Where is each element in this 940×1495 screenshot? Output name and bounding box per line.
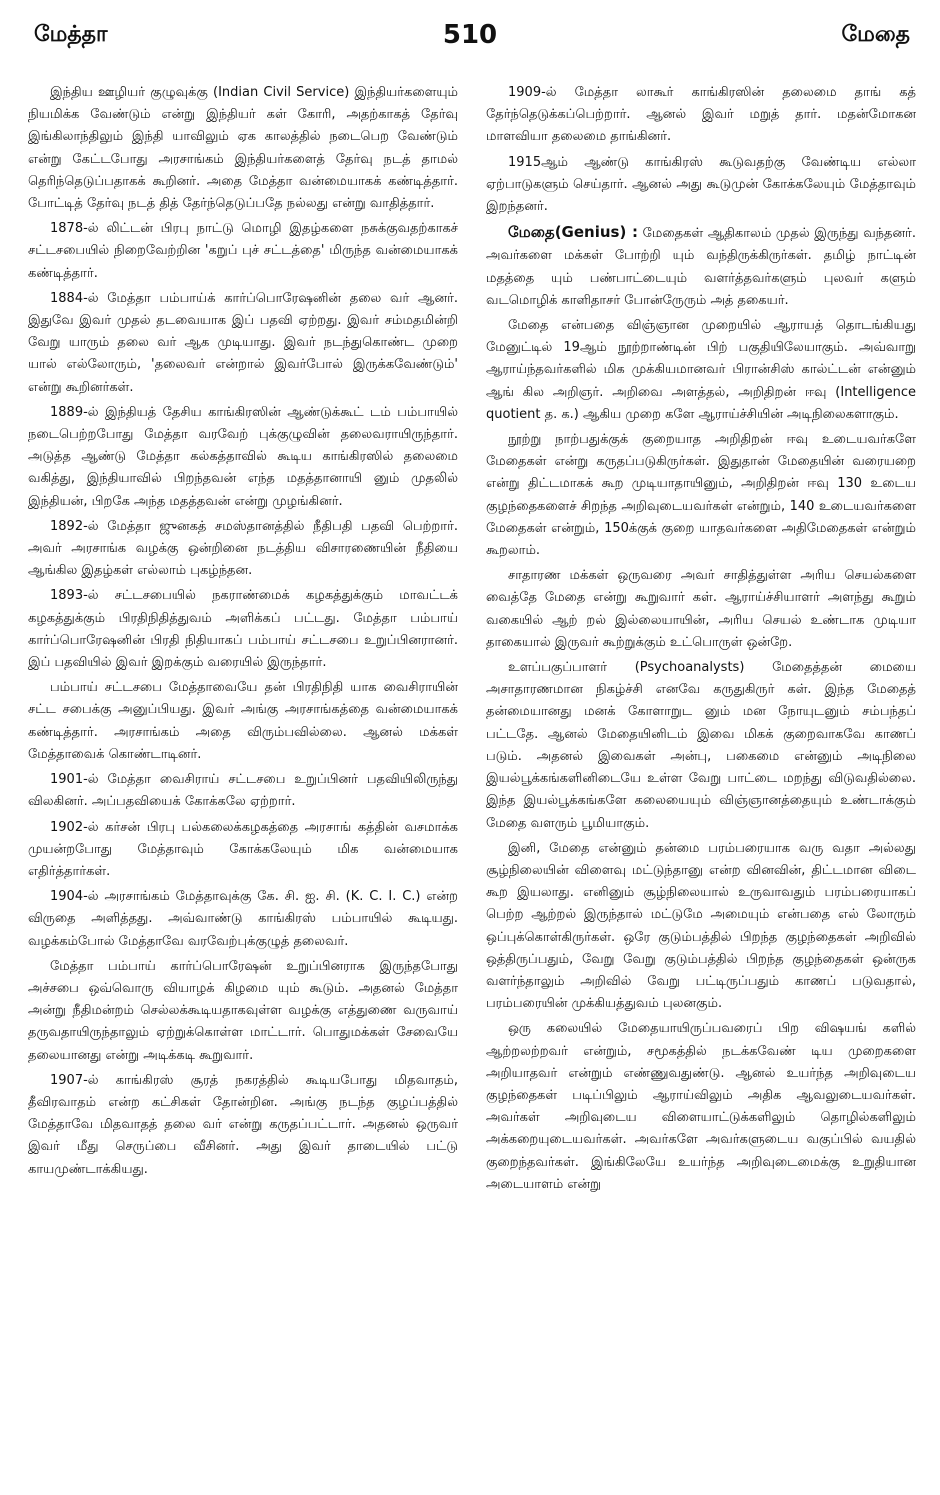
entry-text: மேதைகள் ஆதிகாலம் முதல் இருந்து வந்தனர். அவர்களை மக்கள் போற்றி யும் வந்திருக்கிருர்கள். தமிழ் நாட்டின் மதத்தை யும் பண்பாட்டையும் வளர்த்தவர்களும் புலவர் களும் வடமொழிக் காளிதாசர் போன்ருேரும் அத் தகையர். — [486, 226, 916, 308]
paragraph: இனி, மேதை என்னும் தன்மை பரம்பரையாக வரு வதா அல்லது சூழ்நிலையின் விளைவு மட்டுந்தானு என்ற வினவின், திட்டமான விடை கூற இயலாது. எனினும் சூழ்நிலையால் உருவாவதும் பரம்பரையாகப் பெற்ற ஆற்றல் இருந்தால் மட்டுமே அமையும் என்பதை எல் லோரும் ஒப்புக்கொள்கிருர்கள். ஒரே குடும்பத்தில் பிறந்த குழந்தைகள் அறிவில் ஒத்திருப்பதும், வேறு வேறு குடும்பத்தில் பிறந்த குழந்தைகள் ஒன்ருக வளர்ந்தாலும் அறிவில் வேறு பட்டிருப்பதும் காணப் படுவதால், பரம்பரையின் முக்கியத்துவம் புலனகும். — [486, 840, 916, 1012]
right-column — [486, 82, 916, 1482]
page-header — [0, 0, 940, 64]
paragraph: மேதை என்பதை விஞ்ஞான முறையில் ஆராயத் தொடங்கியது மேனுட்டில் 19ஆம் நூற்றாண்டின் பிற் பகுதியிலேயாகும். அவ்வாறு ஆராய்ந்தவர்களில் மிக முக்கியமானவர் பிரான்சிஸ் கால்ட்டன் என்னும் ஆங் கில அறிஞர். அறிவை அளத்தல், அறிதிறன் ஈவு (Intelligence quotient த. க.) ஆகிய முறை களே ஆராய்ச்சியின் அடிநிலைகளாகும். — [486, 318, 916, 422]
paragraph: பம்பாய் சட்டசபை மேத்தாவையே தன் பிரதிநிதி யாக வைசிராயின் சட்ட சபைக்கு அனுப்பியது. இவர் அங்கு அரசாங்கத்தை வன்மையாகக் கண்டித்தார். அரசாங்கம் அதை விரும்பவில்லை. ஆனல் மக்கள் மேத்தாவைக் கொண்டாடினர். — [28, 680, 458, 762]
paragraph: உளப்பகுப்பாளர் (Psychoanalysts) மேதைத்தன் மையை அசாதாரணமான நிகழ்ச்சி எனவே கருதுகிருர் கள். இந்த மேதைத் தன்மையானது மனக் கோளாறுட னும் மன நோயுடனும் சம்பந்தப் பட்டதே. ஆனல் மேதையினிடம் இவை மிகக் குறைவாகவே காணப் படும். அதனல் இவைகள் அன்பு, பகைமை என்னும் அடிநிலை இயல்பூக்கங்களினிடையே உள்ள வேறு பாட்டை மறந்து விடுவதில்லை. இந்த இயல்பூக்கங்களே கலையையும் விஞ்ஞானத்தையும் உண்டாக்கும் மேதை வளரும் பூமியாகும். — [486, 660, 916, 831]
paragraph: 1884-ல் மேத்தா பம்பாய்க் கார்ப்பொரேஷனின் தலை வர் ஆனர். இதுவே இவர் முதல் தடவையாக இப் பதவி ஏற்றது. இவர் சம்மதமின்றி வேறு யாரும் தலை வர் ஆக முடியாது. இவர் நடந்துகொண்ட முறை யால் எல்லோரும், 'தலைவர் என்றால் இவர்போல் இருக்கவேண்டும்' என்று கூறினர்கள். — [28, 290, 458, 395]
page-number: 510 — [442, 20, 498, 50]
paragraph: இந்திய ஊழியர் குழுவுக்கு (Indian Civil Service) இந்தியர்களையும் நியமிக்க வேண்டும் என்று இந்தியர் கள் கோரி, அதற்காகத் தேர்வு இங்கிலாந்திலும் இந்தி யாவிலும் ஏக காலத்தில் நடைபெற வேண்டும் என்று கேட்டபோது அரசாங்கம் இந்தியர்களைத் தேர்வு நடத் தாமல் தெரிந்தெடுப்பதாகக் கூறினர். அதை மேத்தா வன்மையாகக் கண்டித்தார். போட்டித் தேர்வு நடத் தித் தேர்ந்தெடுப்பதே நல்லது என்று வாதித்தார். — [28, 85, 458, 212]
paragraph: 1915ஆம் ஆண்டு காங்கிரஸ் கூடுவதற்கு வேண்டிய எல்லா ஏற்பாடுகளும் செய்தார். ஆனல் அது கூடுமுன் கோக்கலேயும் மேத்தாவும் இறந்தனர். — [486, 154, 916, 215]
entry-headword: மேதை — [508, 223, 555, 242]
paragraph: 1907-ல் காங்கிரஸ் சூரத் நகரத்தில் கூடியபோது மிதவாதம், தீவிரவாதம் என்ற கட்சிகள் தோன்றின. அங்கு நடந்த குழப்பத்தில் மேத்தாவே மிதவாதத் தலை வர் என்று கருதப்பட்டார். அதனல் ஒருவர் இவர் மீது செருப்பை வீசினர். அது இவர் தாடையில் பட்டு காயமுண்டாக்கியது. — [28, 1072, 458, 1177]
paragraph: 1878-ல் லிட்டன் பிரபு நாட்டு மொழி இதழ்களை நசுக்குவதற்காகச் சட்டசபையில் நிறைவேற்றின 'கறுப் புச் சட்டத்தை' மிருந்த வன்மையாகக் கண்டித்தார். — [28, 221, 458, 281]
paragraph: 1889-ல் இந்தியத் தேசிய காங்கிரஸின் ஆண்டுக்கூட் டம் பம்பாயில் நடைபெற்றபோது மேத்தா வரவேற் புக்குழுவின் தலைவராயிருந்தார். அடுத்த ஆண்டு மேத்தா கல்கத்தாவில் கூடிய காங்கிரஸில் தலைமை வகித்து, இந்தியாவில் பிறந்தவன் எந்த மதத்தானாயி னும் முதலில் இந்தியன், பிறகே அந்த மதத்தவன் என்று முழங்கினர். — [28, 404, 458, 509]
running-head-left: மேத்தா — [34, 22, 108, 47]
paragraph: 1901-ல் மேத்தா வைசிராய் சட்டசபை உறுப்பினர் பதவியிலிருந்து விலகினர். அப்பதவியைக் கோக்கலே ஏற்றார். — [28, 772, 458, 810]
entry-paragraph — [486, 221, 916, 312]
paragraph: மேத்தா பம்பாய் கார்ப்பொரேஷன் உறுப்பினராக இருந்தபோது அச்சபை ஒவ்வொரு வியாழக் கிழமை யும் கூடும். அதனல் மேத்தா அன்று நீதிமன்றம் செல்லக்கூடியதாகவுள்ள வழக்கு எத்துணை வருவாய் தருவதாயிருந்தாலும் ஏற்றுக்கொள்ள மாட்டார். பொதுமக்கள் சேவையே தலையானது என்று அடிக்கடி கூறுவார். — [28, 958, 458, 1063]
paragraph: 1893-ல் சட்டசபையில் நகராண்மைக் கழகத்துக்கும் மாவட்டக் கழகத்துக்கும் பிரதிநிதித்துவம் அளிக்கப் பட்டது. மேத்தா பம்பாய் கார்ப்பொரேஷனின் பிரதி நிதியாகப் பம்பாய் சட்டசபை உறுப்பினரானர். இப் பதவியில் இவர் இறக்கும் வரையில் இருந்தார். — [28, 588, 458, 671]
paragraph: ஒரு கலையில் மேதையாயிருப்பவரைப் பிற விஷயங் களில் ஆற்றலற்றவர் என்றும், சமூகத்தில் நடக்கவேண் டிய முறைகளை அறியாதவர் என்றும் எண்ணுவதுண்டு. ஆனல் உயர்ந்த அறிவுடைய குழந்தைகள் படிப்பிலும் ஆராய்விலும் அதிக ஆவலுடையவர்கள். அவர்கள் அறிவுடைய விளையாட்டுக்களிலும் தொழில்களிலும் அக்கறையுடையவர்கள். அவர்களே அவர்களுடைய வகுப்பில் வயதில் குறைந்தவர்கள். இங்கிலேயே உயர்ந்த அறிவுடைமைக்கு உறுதியான அடையாளம் என்று — [486, 1021, 916, 1192]
entry-english: (Genius) : — [554, 223, 639, 242]
running-head-right: மேதை — [841, 22, 910, 47]
paragraph: 1902-ல் கர்சன் பிரபு பல்கலைக்கழகத்தை அரசாங் கத்தின் வசமாக்க முயன்றபோது மேத்தாவும் கோக்கலேயும் மிக வன்மையாக எதிர்த்தார்கள். — [28, 819, 458, 879]
paragraph: 1904-ல் அரசாங்கம் மேத்தாவுக்கு கே. சி. ஐ. சி. (K. C. I. C.) என்ற விருதை அளித்தது. அவ்வாண்டு காங்கிரஸ் பம்பாயில் கூடியது. வழக்கம்போல் மேத்தாவே வரவேற்புக்குழுத் தலைவர். — [28, 889, 458, 949]
paragraph: சாதாரண மக்கள் ஒருவரை அவர் சாதித்துள்ள அரிய செயல்களை வைத்தே மேதை என்று கூறுவார் கள். ஆராய்ச்சியாளர் அளந்து கூறும் வகையில் ஆற் றல் இல்லையாயின், அரிய செயல் உண்டாக முடியா தாகையால் இருவர் கூற்றுக்கும் உட்பொருள் ஒன்றே. — [486, 568, 916, 650]
left-column — [28, 82, 458, 1482]
paragraph: நூற்று நாற்பதுக்குக் குறையாத அறிதிறன் ஈவு உடையவர்களே மேதைகள் என்று கருதப்படுகிருர்கள். இதுதான் மேதையின் வரையறை என்று திட்டமாகக் கூற முடியாதாயினும், அறிதிறன் ஈவு 130 உடைய குழந்தைகளைச் சிறந்த அறிவுடையவர்கள் என்றும், 140 உடையவர்களை மேதைகள் என்றும், 150க்குக் குறை யாதவர்களை அதிமேதைகள் என்றும் கூறலாம். — [486, 432, 916, 559]
paragraph: 1892-ல் மேத்தா ஜுனகத் சமஸ்தானத்தில் நீதிபதி பதவி பெற்றார். அவர் அரசாங்க வழக்கு ஒன்றினை நடத்திய விசாரணையின் நீதியை ஆங்கில இதழ்கள் எல்லாம் புகழ்ந்தன. — [28, 518, 458, 579]
paragraph: 1909-ல் மேத்தா லாகூர் காங்கிரஸின் தலைமை தாங் கத் தேர்ந்தெடுக்கப்பெற்றார். ஆனல் இவர் மறுத் தார். மதன்மோகன மாளவியா தலைமை தாங்கினர். — [486, 85, 916, 145]
